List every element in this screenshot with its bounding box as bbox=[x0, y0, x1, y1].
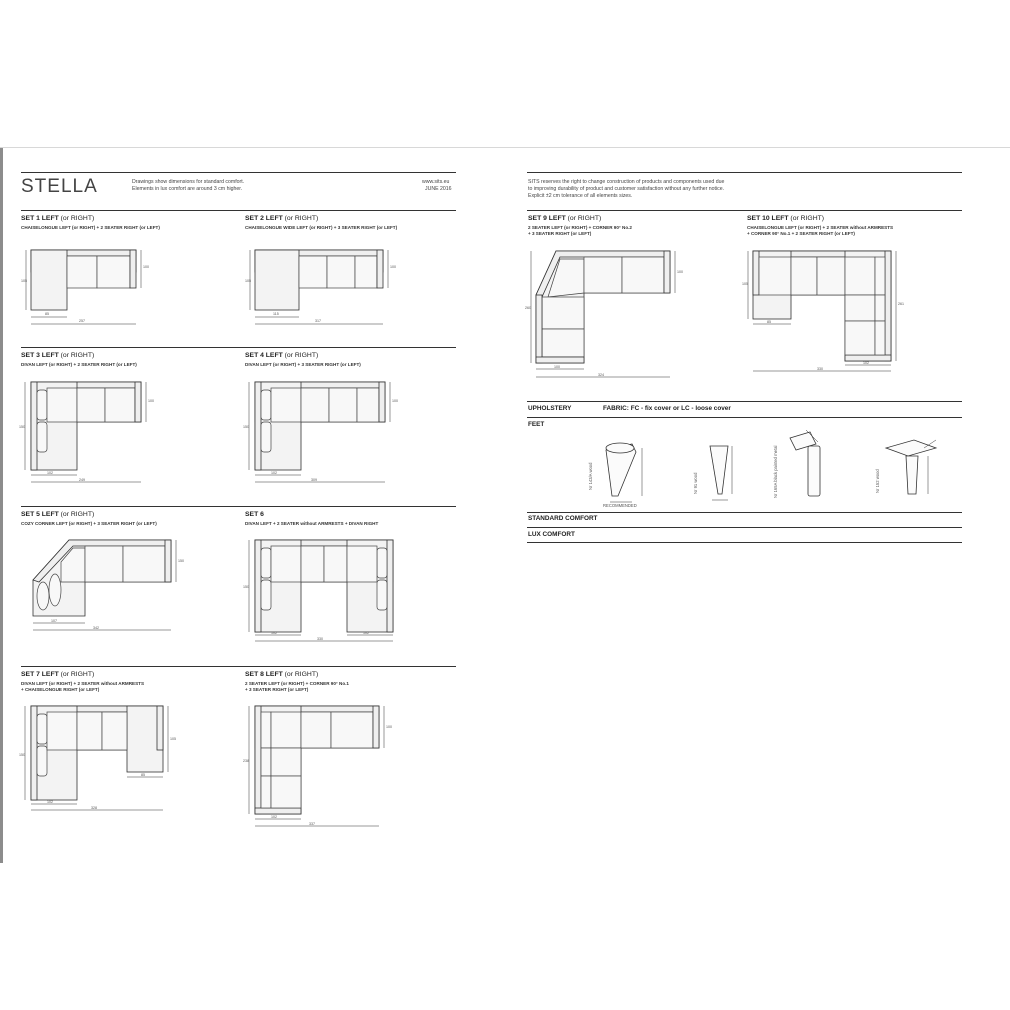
set-4-drawing bbox=[245, 376, 405, 486]
set-9-subtitle-2: + 3 SEATER RIGHT (or LEFT) bbox=[528, 231, 592, 236]
set-2-dim-h: 105 bbox=[245, 279, 251, 283]
set-2-subtitle: CHAISELONGUE WIDE LEFT (or RIGHT) + 3 SEATER RIGHT (or LEFT) bbox=[245, 225, 398, 230]
date: JUNE 2016 bbox=[425, 186, 452, 192]
set-1-drawing bbox=[21, 240, 171, 330]
set-2-dim-w: 100 bbox=[390, 265, 396, 269]
upholstery-rule-bottom bbox=[527, 417, 962, 418]
set-9-title: SET 9 LEFT (or RIGHT) bbox=[528, 215, 602, 222]
foot-1-note: RECOMMENDED bbox=[603, 503, 637, 508]
set-8-drawing bbox=[245, 700, 405, 830]
set-10-dim-2: 330 bbox=[817, 367, 823, 371]
set-10-dim-h: 105 bbox=[742, 282, 748, 286]
set-5-drawing bbox=[21, 534, 186, 634]
feet-label: FEET bbox=[528, 421, 545, 428]
right-note-2: to improving durability of product and customer satisfaction without any further notice. bbox=[528, 186, 725, 192]
row-rule-1 bbox=[21, 347, 456, 348]
set-8-subtitle-1: 2 SEATER LEFT (or RIGHT) + CORNER 90° No.1 bbox=[245, 681, 349, 686]
set-4-dim-1: 102 bbox=[271, 471, 277, 475]
header-note-2: Elements in lux comfort are around 3 cm higher. bbox=[132, 186, 243, 192]
set-9-dim-2: 324 bbox=[598, 373, 604, 377]
set-9-dim-h: 260 bbox=[525, 306, 531, 310]
set-4-subtitle: DIVAN LEFT (or RIGHT) + 3 SEATER RIGHT (or LEFT) bbox=[245, 362, 361, 367]
right-note-3: Explicit ±2 cm tolerance of all elements sizes. bbox=[528, 193, 633, 199]
set-7-dim-h: 150 bbox=[19, 753, 25, 757]
set-3-drawing bbox=[21, 376, 171, 486]
set-7-drawing bbox=[21, 700, 181, 815]
set-2-title: SET 2 LEFT (or RIGHT) bbox=[245, 215, 319, 222]
website: www.sits.eu bbox=[422, 179, 450, 185]
foot-4-drawing bbox=[878, 436, 948, 506]
set-6-dim-1: 102 bbox=[271, 631, 277, 635]
set-7-dim-1: 102 bbox=[47, 800, 53, 804]
set-4-dim-w: 100 bbox=[392, 399, 398, 403]
set-10-subtitle-1: CHAISELONGUE LEFT (or RIGHT) + 2 SEATER without ARMRESTS bbox=[747, 225, 894, 230]
set-10-dim-1: 85 bbox=[767, 320, 771, 324]
header-note-1: Drawings show dimensions for standard comfort. bbox=[132, 179, 245, 185]
set-6-title: SET 6 bbox=[245, 511, 264, 518]
set-5-title: SET 5 LEFT (or RIGHT) bbox=[21, 511, 95, 518]
set-10-title: SET 10 LEFT (or RIGHT) bbox=[747, 215, 825, 222]
standard-comfort-rule bbox=[527, 527, 962, 528]
set-10-drawing bbox=[742, 245, 907, 375]
set-3-title: SET 3 LEFT (or RIGHT) bbox=[21, 352, 95, 359]
set-5-subtitle: COZY CORNER LEFT (or RIGHT) + 3 SEATER RIGHT (or LEFT) bbox=[21, 521, 157, 526]
set-7-dim-3: 85 bbox=[141, 773, 145, 777]
set-6-dim-3: 102 bbox=[363, 631, 369, 635]
right-note-1: SITS reserves the right to change construction of products and components used due bbox=[528, 179, 725, 185]
set-3-subtitle: DIVAN LEFT (or RIGHT) + 2 SEATER RIGHT (or LEFT) bbox=[21, 362, 137, 367]
set-6-dim-h: 150 bbox=[243, 585, 249, 589]
set-1-dim-h: 105 bbox=[21, 279, 27, 283]
set-6-drawing bbox=[245, 534, 405, 644]
upholstery-label: UPHOLSTERY bbox=[528, 405, 572, 412]
foot-2-name: Nr 91 wood bbox=[693, 472, 698, 494]
foot-3-drawing bbox=[784, 428, 834, 503]
lux-comfort-label: LUX COMFORT bbox=[528, 531, 575, 538]
lux-comfort-rule bbox=[527, 542, 962, 543]
set-6-subtitle: DIVAN LEFT + 2 SEATER without ARMRESTS + DIVAN RIGHT bbox=[245, 521, 379, 526]
set-5-dim-1: 107 bbox=[51, 619, 57, 623]
upholstery-rule-top bbox=[527, 401, 962, 402]
set-3-dim-w: 100 bbox=[148, 399, 154, 403]
set-2-drawing bbox=[245, 240, 395, 330]
foot-1-drawing bbox=[596, 438, 666, 508]
set-7-dim-h2: 105 bbox=[170, 737, 176, 741]
set-3-dim-1: 102 bbox=[47, 471, 53, 475]
set-2-dim-2: 317 bbox=[315, 319, 321, 323]
foot-4-name: Nr 152 wood bbox=[875, 469, 880, 493]
set-8-title: SET 8 LEFT (or RIGHT) bbox=[245, 671, 319, 678]
set-7-dim-2: 328 bbox=[91, 806, 97, 810]
set-9-dim-1: 100 bbox=[554, 365, 560, 369]
set-3-dim-2: 249 bbox=[79, 478, 85, 482]
set-7-subtitle-1: DIVAN LEFT (or RIGHT) + 2 SEATER without ARMRESTS bbox=[21, 681, 145, 686]
set-5-dim-2: 342 bbox=[93, 626, 99, 630]
feet-rule-bottom bbox=[527, 512, 962, 513]
set-9-dim-w: 100 bbox=[677, 270, 683, 274]
set-4-dim-2: 309 bbox=[311, 478, 317, 482]
set-4-dim-h: 150 bbox=[243, 425, 249, 429]
set-7-title: SET 7 LEFT (or RIGHT) bbox=[21, 671, 95, 678]
set-1-subtitle: CHAISELONGUE LEFT (or RIGHT) + 2 SEATER RIGHT (or LEFT) bbox=[21, 225, 160, 230]
page-top-border bbox=[0, 147, 1010, 148]
set-7-subtitle-2: + CHAISELONGUE RIGHT (or LEFT) bbox=[21, 687, 100, 692]
header-rule-left-bottom bbox=[21, 210, 456, 211]
set-1-title: SET 1 LEFT (or RIGHT) bbox=[21, 215, 95, 222]
set-8-dim-2: 337 bbox=[309, 822, 315, 826]
set-1-dim-1: 85 bbox=[45, 312, 49, 316]
set-3-dim-h: 150 bbox=[19, 425, 25, 429]
set-9-drawing bbox=[525, 245, 688, 390]
set-8-subtitle-2: + 3 SEATER RIGHT (or LEFT) bbox=[245, 687, 309, 692]
set-1-dim-w: 100 bbox=[143, 265, 149, 269]
set-1-dim-2: 257 bbox=[79, 319, 85, 323]
header-rule-left bbox=[21, 172, 456, 173]
foot-1-name: Nr 143/A wood bbox=[588, 462, 593, 490]
header-rule-right bbox=[527, 172, 962, 173]
brand-title: STELLA bbox=[21, 176, 98, 197]
set-9-subtitle-1: 2 SEATER LEFT (or RIGHT) + CORNER 90° No.2 bbox=[528, 225, 632, 230]
set-8-dim-h: 238 bbox=[243, 759, 249, 763]
upholstery-value: FABRIC: FC - fix cover or LC - loose cover bbox=[603, 405, 731, 412]
foot-3-name: Nr 165A black painted metal bbox=[773, 445, 778, 498]
set-2-dim-1: 115 bbox=[273, 312, 279, 316]
page-left-edge bbox=[0, 148, 3, 863]
header-rule-right-bottom bbox=[527, 210, 962, 211]
set-8-dim-1: 102 bbox=[271, 815, 277, 819]
set-5-dim-h: 150 bbox=[178, 559, 184, 563]
row-rule-2 bbox=[21, 506, 456, 507]
set-4-title: SET 4 LEFT (or RIGHT) bbox=[245, 352, 319, 359]
foot-2-drawing bbox=[704, 440, 744, 505]
set-6-dim-2: 330 bbox=[317, 637, 323, 641]
row-rule-3 bbox=[21, 666, 456, 667]
set-8-dim-w: 100 bbox=[386, 725, 392, 729]
set-10-dim-h2: 261 bbox=[898, 302, 904, 306]
set-10-subtitle-2: + CORNER 90° No.1 + 2 SEATER RIGHT (or LEFT) bbox=[747, 231, 855, 236]
set-10-dim-3: 102 bbox=[863, 361, 869, 365]
standard-comfort-label: STANDARD COMFORT bbox=[528, 515, 598, 522]
